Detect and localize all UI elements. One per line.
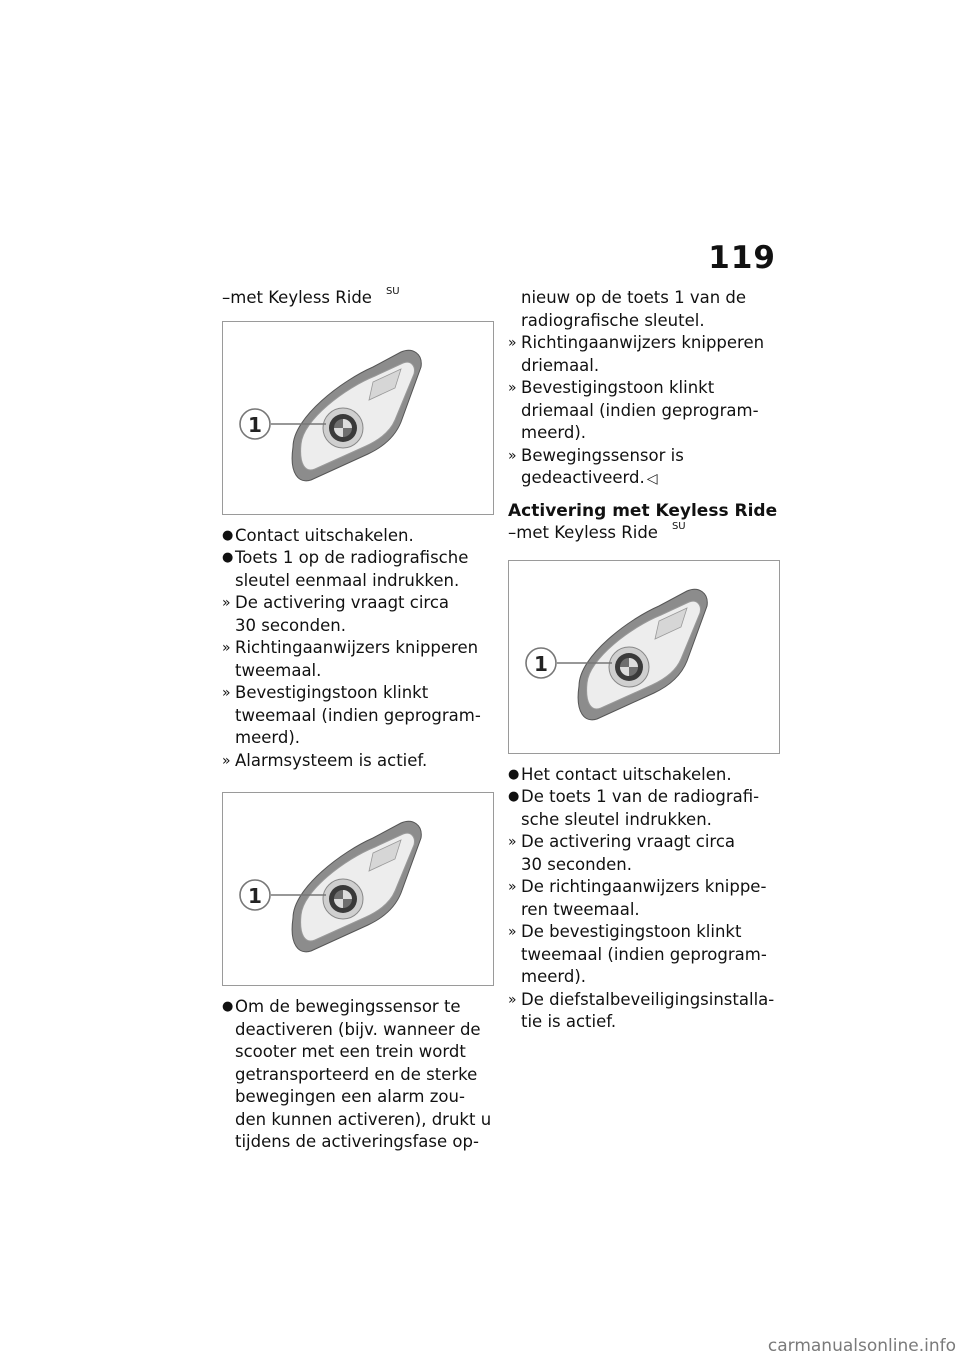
text-line: tweemaal (indien geprogram- — [521, 944, 767, 964]
text-line: De toets 1 van de radiografi- — [521, 787, 760, 806]
instruction-list — [222, 525, 494, 773]
text-line: Om de bewegingssensor te — [235, 997, 461, 1016]
text-line: De bevestigingstoon klinkt — [521, 922, 742, 941]
bullet-marker: ● — [222, 999, 234, 1014]
result-marker: » — [508, 335, 517, 351]
page-number: 119 — [708, 240, 776, 276]
result-item — [508, 876, 780, 921]
text-line: scooter met een trein wordt — [235, 1042, 466, 1061]
bullet-marker: ● — [222, 550, 234, 565]
bullet-marker: ● — [222, 527, 234, 543]
text-line: meerd). — [521, 967, 587, 986]
text-line: den kunnen activeren), drukt u — [235, 1109, 492, 1129]
bullet-marker: ● — [508, 766, 520, 782]
left-column — [222, 287, 494, 1154]
result-marker: » — [222, 752, 231, 769]
result-item — [222, 637, 494, 682]
condition-text: –met Keyless Ride — [222, 288, 372, 307]
result-item — [222, 592, 494, 637]
text-line: tie is actief. — [521, 1012, 617, 1031]
result-marker: » — [508, 834, 517, 850]
step-item — [222, 996, 494, 1154]
condition-superscript: SU — [671, 521, 686, 532]
key-fob-illustration — [223, 793, 493, 985]
text-line: tijdens de activeringsfase op- — [235, 1132, 479, 1151]
result-marker: » — [222, 595, 231, 611]
text-line: getransporteerd en de sterke — [235, 1064, 478, 1084]
text-line: driemaal (indien geprogram- — [521, 400, 759, 420]
result-marker: » — [508, 447, 517, 464]
text-line: deactiveren (bijv. wanneer de — [235, 1019, 481, 1039]
result-item — [508, 445, 780, 491]
text-line: tweemaal (indien geprogram- — [235, 705, 481, 725]
text-line: driemaal. — [521, 355, 600, 375]
end-of-section-icon: ◁ — [646, 471, 658, 487]
text-line: 30 seconden. — [521, 854, 632, 874]
key-fob-figure — [508, 560, 780, 754]
instruction-list — [222, 996, 494, 1154]
result-item — [508, 989, 780, 1034]
text-line: De activering vraagt circa — [235, 593, 450, 612]
text-line: radiografische sleutel. — [521, 310, 705, 330]
text-line: gedeactiveerd. — [521, 468, 645, 487]
result-item — [508, 921, 780, 989]
key-fob-illustration — [223, 322, 493, 514]
text-line: De richtingaanwijzers knippe- — [521, 877, 767, 896]
text-line: Richtingaanwijzers knipperen — [235, 638, 479, 657]
text-line: Bevestigingstoon klinkt — [235, 683, 429, 702]
result-item — [508, 377, 780, 445]
bullet-marker: ● — [508, 789, 520, 804]
result-marker: » — [508, 991, 517, 1008]
text-line: ren tweemaal. — [521, 899, 640, 919]
result-item — [508, 332, 780, 377]
step-item — [508, 786, 780, 831]
condition-keyless-ride — [222, 287, 494, 313]
condition-superscript: SU — [385, 286, 400, 297]
text-line: Het contact uitschakelen. — [521, 764, 732, 784]
text-line: meerd). — [521, 423, 587, 442]
result-item — [222, 750, 494, 773]
text-line: Bevestigingstoon klinkt — [521, 378, 715, 397]
instruction-list — [508, 287, 780, 491]
callout-number: 1 — [534, 651, 548, 676]
step-item — [222, 525, 494, 548]
text-line: 30 seconden. — [235, 615, 346, 635]
text-line: bewegingen een alarm zou- — [235, 1087, 465, 1106]
text-line: nieuw op de toets 1 van de — [521, 288, 747, 307]
text-line: Alarmsysteem is actief. — [235, 750, 428, 770]
continued-text — [508, 287, 780, 332]
condition-text: –met Keyless Ride — [508, 523, 658, 542]
text-line: De diefstalbeveiligingsinstalla- — [521, 989, 775, 1009]
text-line: Richtingaanwijzers knipperen — [521, 333, 765, 352]
result-marker: » — [508, 924, 517, 940]
text-line: Contact uitschakelen. — [235, 525, 414, 545]
result-item — [508, 831, 780, 876]
text-line: tweemaal. — [235, 660, 322, 680]
instruction-list — [508, 764, 780, 1034]
text-line: Bewegingssensor is — [521, 445, 684, 465]
text-line: meerd). — [235, 728, 301, 747]
condition-keyless-ride — [508, 522, 780, 548]
text-line: sleutel eenmaal indrukken. — [235, 570, 460, 590]
result-marker: » — [508, 879, 517, 895]
key-fob-figure — [222, 321, 494, 515]
text-line: De activering vraagt circa — [521, 832, 736, 851]
step-item — [222, 547, 494, 592]
section-heading: Activering met Keyless Ride — [508, 500, 778, 521]
result-marker: » — [508, 380, 517, 396]
key-fob-illustration — [509, 561, 779, 753]
text-line: Toets 1 op de radiografische — [235, 548, 469, 567]
right-column — [508, 287, 780, 1034]
result-marker: » — [222, 640, 231, 656]
text-line: sche sleutel indrukken. — [521, 809, 712, 829]
callout-number: 1 — [248, 884, 262, 908]
result-item — [222, 682, 494, 750]
watermark: carmanualsonline.info — [767, 1336, 956, 1356]
text-line-with-end — [521, 467, 780, 491]
callout-number: 1 — [248, 412, 262, 437]
step-item — [508, 764, 780, 787]
key-fob-figure — [222, 792, 494, 986]
result-marker: » — [222, 685, 231, 701]
